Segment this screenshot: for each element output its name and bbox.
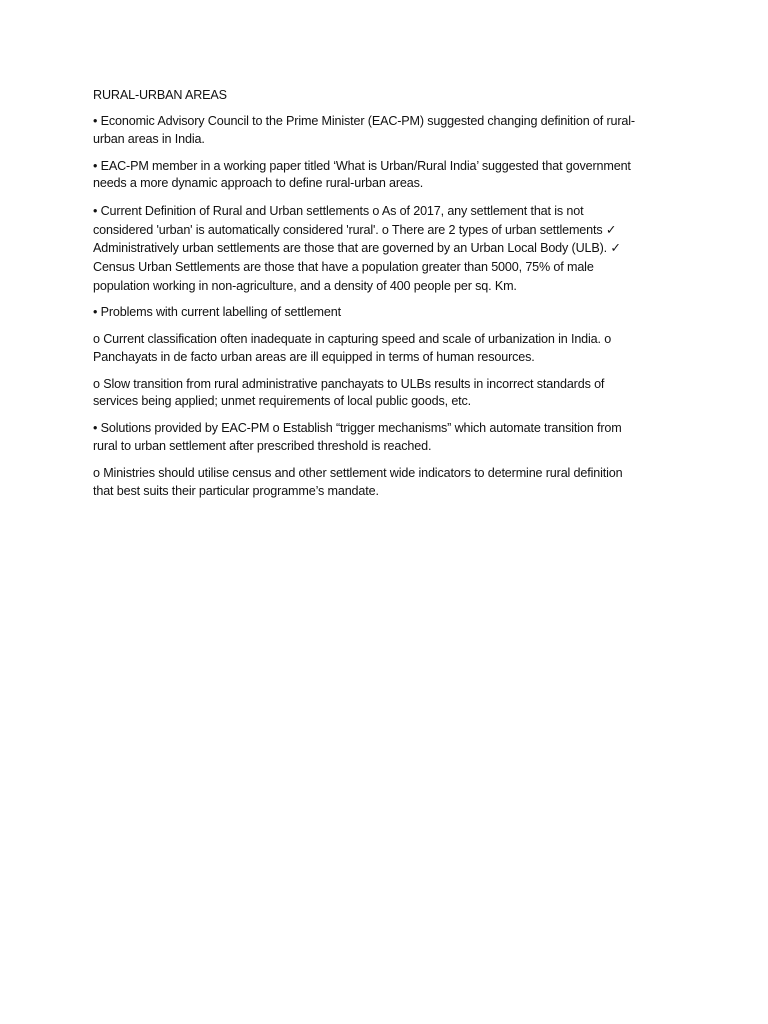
paragraph-line: o Current classification often inadequate in capturing speed and scale of urbanization in India. o [93,331,612,346]
paragraph-line: • Problems with current labelling of settlement [93,305,341,320]
paragraph-slow-transition [93,376,693,412]
paragraph-line: o Ministries should utilise census and other settlement wide indicators to determine rural definition [93,465,623,480]
paragraph-line: considered 'urban' is automatically considered 'rural'. o There are 2 types of urban settlements ✓ [93,222,617,237]
paragraph-line: • Economic Advisory Council to the Prime Minister (EAC-PM) suggested changing definition of rural- [93,114,635,128]
paragraph-line: Administratively urban settlements are those that are governed by an Urban Local Body (ULB). ✓ [93,241,621,256]
paragraph-line: urban areas in India. [93,131,205,146]
paragraph-eac-pm-suggestion [93,113,693,149]
paragraph-line: that best suits their particular programme’s mandate. [93,483,379,498]
paragraph-line: • Solutions provided by EAC-PM o Establish “trigger mechanisms” which automate transition from [93,421,622,436]
document-page [93,86,693,509]
paragraph-line: • EAC-PM member in a working paper titled ‘What is Urban/Rural India’ suggested that government [93,158,631,173]
paragraph-line: rural to urban settlement after prescribed threshold is reached. [93,438,432,453]
paragraph-line: services being applied; unmet requirements of local public goods, etc. [93,394,472,409]
document-title: RURAL-URBAN AREAS [93,88,227,102]
paragraph-line: population working in non-agriculture, and a density of 400 people per sq. Km. [93,278,517,293]
paragraph-line: needs a more dynamic approach to define rural-urban areas. [93,176,424,191]
paragraph-current-definition [93,202,693,295]
paragraph-ministries [93,465,693,501]
paragraph-line: • Current Definition of Rural and Urban settlements o As of 2017, any settlement that is not [93,204,584,219]
paragraph-line: Panchayats in de facto urban areas are ill equipped in terms of human resources. [93,349,535,364]
paragraph-classification-inadequate [93,331,693,367]
paragraph-working-paper [93,158,693,194]
paragraph-line: Census Urban Settlements are those that have a population greater than 5000, 75% of male [93,259,594,274]
paragraph-problems-heading [93,304,693,322]
paragraph-solutions [93,420,693,456]
paragraph-line: o Slow transition from rural administrative panchayats to ULBs results in incorrect standards of [93,376,605,391]
